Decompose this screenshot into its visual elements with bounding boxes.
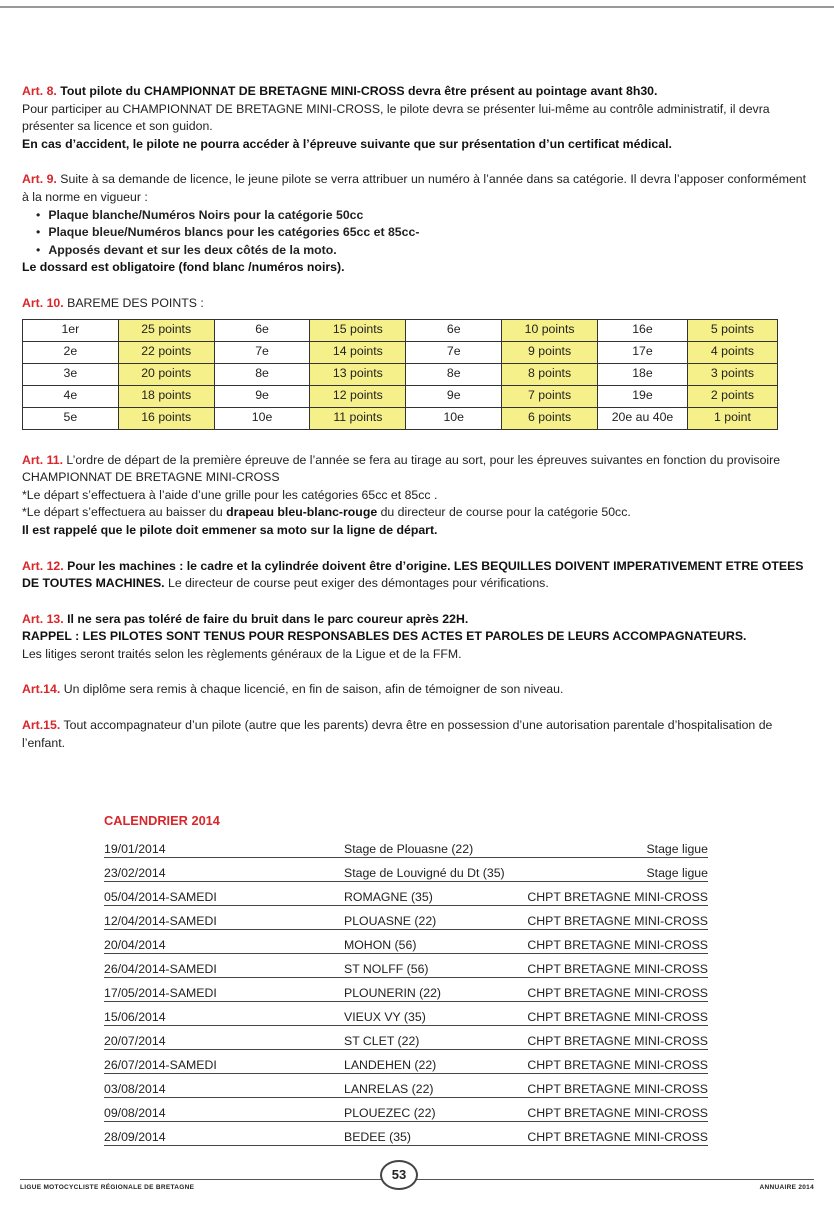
event-place: ROMAGNE (35)	[344, 890, 433, 904]
event-type: CHPT BRETAGNE MINI-CROSS	[527, 1106, 708, 1120]
article-label: Art.15.	[22, 718, 61, 733]
event-type: CHPT BRETAGNE MINI-CROSS	[527, 986, 708, 1000]
points-cell: 13 points	[310, 363, 406, 385]
article-bold-note: RAPPEL : LES PILOTES SONT TENUS POUR RESPONSABLES DES ACTES ET PAROLES DE LEURS ACCOMPAGNATEURS.	[22, 629, 747, 644]
calendar-row	[104, 930, 708, 954]
rank-cell: 18e	[598, 363, 688, 385]
article-text: Tout accompagnateur d’un pilote (autre que les parents) devra être en possession d’une autorisation parentale d’hospitalisation de l’enfant.	[22, 718, 773, 750]
event-place: Stage de Louvigné du Dt (35)	[344, 866, 505, 880]
event-place: LANDEHEN (22)	[344, 1058, 437, 1072]
points-cell: 16 points	[118, 407, 214, 429]
calendar-row	[104, 1122, 708, 1146]
event-type: CHPT BRETAGNE MINI-CROSS	[527, 1058, 708, 1072]
event-type: CHPT BRETAGNE MINI-CROSS	[527, 1082, 708, 1096]
article-text: Un diplôme sera remis à chaque licencié, en fin de saison, afin de témoigner de son niveau.	[60, 682, 564, 697]
rank-cell: 9e	[406, 385, 502, 407]
points-cell: 11 points	[310, 407, 406, 429]
points-cell: 2 points	[687, 385, 777, 407]
points-cell: 4 points	[687, 341, 777, 363]
event-type: Stage ligue	[646, 842, 708, 856]
rank-cell: 7e	[214, 341, 310, 363]
calendar-row	[104, 834, 708, 858]
calendar-row	[104, 906, 708, 930]
calendar-row	[104, 1050, 708, 1074]
rank-cell: 16e	[598, 319, 688, 341]
rank-cell: 2e	[23, 341, 119, 363]
event-type: CHPT BRETAGNE MINI-CROSS	[527, 1130, 708, 1144]
rank-cell: 8e	[406, 363, 502, 385]
calendar-row	[104, 1098, 708, 1122]
article-line: du directeur de course pour la catégorie 50cc.	[377, 505, 631, 520]
points-cell: 25 points	[118, 319, 214, 341]
calendar-row	[104, 1002, 708, 1026]
event-date: 26/07/2014-SAMEDI	[104, 1058, 217, 1072]
event-type: CHPT BRETAGNE MINI-CROSS	[527, 938, 708, 952]
event-place: MOHON (56)	[344, 938, 417, 952]
points-cell: 9 points	[502, 341, 598, 363]
event-date: 09/08/2014	[104, 1106, 166, 1120]
rank-cell: 19e	[598, 385, 688, 407]
points-cell: 20 points	[118, 363, 214, 385]
article-14	[22, 681, 814, 699]
article-12	[22, 558, 814, 593]
article-bold-note: Il ne sera pas toléré de faire du bruit dans le parc coureur après 22H.	[63, 611, 469, 626]
points-cell: 12 points	[310, 385, 406, 407]
event-type: CHPT BRETAGNE MINI-CROSS	[527, 1010, 708, 1024]
calendar-row	[104, 978, 708, 1002]
rank-cell: 6e	[214, 319, 310, 341]
article-text: Le directeur de course peut exiger des démontages pour vérifications.	[164, 576, 549, 591]
article-bold-note: Pour les machines : le cadre et la cylindrée doivent être d’origine. LES BEQUILLES DOIVENT IMPERATIVEMENT ETRE OTEES DE TOUTES MACHINES.	[22, 558, 804, 591]
article-title: Tout pilote du CHAMPIONNAT DE BRETAGNE MINI-CROSS devra être présent au pointage avant 8h30.	[56, 84, 658, 98]
article-11	[22, 452, 814, 540]
article-label: Art. 11.	[22, 452, 64, 467]
event-place: PLOUEZEC (22)	[344, 1106, 436, 1120]
article-label: Art. 13.	[22, 611, 64, 626]
article-line: *Le départ s’effectuera au baisser du	[22, 505, 227, 520]
points-cell: 1 point	[687, 407, 777, 429]
plate-rules-list	[22, 207, 814, 260]
rank-cell: 4e	[23, 385, 119, 407]
event-date: 03/08/2014	[104, 1082, 166, 1096]
rank-cell: 6e	[406, 319, 502, 341]
event-date: 05/04/2014-SAMEDI	[104, 890, 217, 904]
points-cell: 3 points	[687, 363, 777, 385]
list-item: • Apposés devant et sur les deux côtés de la moto.	[36, 242, 814, 260]
event-place: ST CLET (22)	[344, 1034, 420, 1048]
calendar-title: CALENDRIER 2014	[104, 813, 220, 828]
points-cell: 8 points	[502, 363, 598, 385]
calendar	[104, 813, 708, 1146]
top-rule	[0, 6, 834, 8]
article-text: Les litiges seront traités selon les règlements généraux de la Ligue et de la FFM.	[22, 646, 462, 661]
rank-cell: 9e	[214, 385, 310, 407]
list-item: • Plaque bleue/Numéros blancs pour les catégories 65cc et 85cc-	[36, 224, 814, 242]
table-row	[23, 407, 778, 429]
points-cell: 15 points	[310, 319, 406, 341]
rank-cell: 10e	[214, 407, 310, 429]
article-label: Art. 12.	[22, 558, 64, 573]
article-bold-note: En cas d’accident, le pilote ne pourra accéder à l’épreuve suivante que sur présentation d’un certificat médical.	[22, 136, 672, 151]
article-bold-note: Le dossard est obligatoire (fond blanc /numéros noirs).	[22, 260, 345, 275]
event-date: 15/06/2014	[104, 1010, 166, 1024]
points-cell: 22 points	[118, 341, 214, 363]
list-item: • Plaque blanche/Numéros Noirs pour la catégorie 50cc	[36, 207, 814, 225]
article-text: Pour participer au CHAMPIONNAT DE BRETAGNE MINI-CROSS, le pilote devra se présenter lui-même au contrôle administratif, il devra présenter sa licence et son guidon.	[22, 101, 770, 134]
article-15	[22, 717, 814, 752]
event-type: Stage ligue	[646, 866, 708, 880]
table-row	[23, 363, 778, 385]
article-text: Suite à sa demande de licence, le jeune pilote se verra attribuer un numéro à l’année dans sa catégorie. Il devra l’apposer conformément à la norme en vigueur :	[22, 172, 807, 204]
article-label: Art. 10.	[22, 295, 64, 310]
article-13	[22, 611, 814, 664]
event-type: CHPT BRETAGNE MINI-CROSS	[527, 890, 708, 904]
event-date: 23/02/2014	[104, 866, 166, 880]
event-date: 19/01/2014	[104, 842, 166, 856]
article-9	[22, 171, 814, 277]
rank-cell: 7e	[406, 341, 502, 363]
calendar-row	[104, 1074, 708, 1098]
points-table	[22, 319, 778, 430]
calendar-row	[104, 954, 708, 978]
event-date: 28/09/2014	[104, 1130, 166, 1144]
flag-text: drapeau bleu-blanc-rouge	[226, 505, 378, 520]
table-row	[23, 341, 778, 363]
rank-cell: 20e au 40e	[598, 407, 688, 429]
rules-body	[22, 83, 814, 752]
event-type: CHPT BRETAGNE MINI-CROSS	[527, 914, 708, 928]
calendar-row	[104, 882, 708, 906]
event-place: PLOUNERIN (22)	[344, 986, 442, 1000]
article-text: BAREME DES POINTS :	[63, 295, 204, 310]
article-8	[22, 83, 814, 153]
event-type: CHPT BRETAGNE MINI-CROSS	[527, 1034, 708, 1048]
points-cell: 5 points	[687, 319, 777, 341]
event-date: 12/04/2014-SAMEDI	[104, 914, 217, 928]
rank-cell: 5e	[23, 407, 119, 429]
rank-cell: 10e	[406, 407, 502, 429]
event-date: 20/04/2014	[104, 938, 166, 952]
event-place: ST NOLFF (56)	[344, 962, 429, 976]
event-type: CHPT BRETAGNE MINI-CROSS	[527, 962, 708, 976]
article-label: Art. 8.	[22, 84, 57, 98]
table-row	[23, 319, 778, 341]
rank-cell: 17e	[598, 341, 688, 363]
event-place: BEDEE (35)	[344, 1130, 411, 1144]
event-place: VIEUX VY (35)	[344, 1010, 426, 1024]
footer-league-name: LIGUE MOTOCYCLISTE RÉGIONALE DE BRETAGNE	[20, 1184, 195, 1191]
points-cell: 7 points	[502, 385, 598, 407]
rank-cell: 8e	[214, 363, 310, 385]
points-cell: 18 points	[118, 385, 214, 407]
event-date: 20/07/2014	[104, 1034, 166, 1048]
points-cell: 6 points	[502, 407, 598, 429]
article-line: *Le départ s’effectuera à l’aide d’une grille pour les catégories 65cc et 85cc .	[22, 487, 438, 502]
points-cell: 10 points	[502, 319, 598, 341]
footer-yearbook: ANNUAIRE 2014	[759, 1184, 814, 1191]
calendar-row	[104, 1026, 708, 1050]
event-place: LANRELAS (22)	[344, 1082, 434, 1096]
article-bold-note: Il est rappelé que le pilote doit emmener sa moto sur la ligne de départ.	[22, 522, 438, 537]
rank-cell: 1er	[23, 319, 119, 341]
article-label: Art.14.	[22, 682, 61, 697]
event-place: Stage de Plouasne (22)	[344, 842, 474, 856]
calendar-row	[104, 858, 708, 882]
article-10	[22, 295, 814, 430]
article-text: L’ordre de départ de la première épreuve de l’année se fera au tirage au sort, pour les épreuves suivantes en fonction du provisoire CHAMPIONNAT DE BRETAGNE MINI-CROSS	[22, 452, 781, 485]
event-place: PLOUASNE (22)	[344, 914, 437, 928]
article-label: Art. 9.	[22, 172, 57, 187]
event-date: 17/05/2014-SAMEDI	[104, 986, 217, 1000]
page-footer	[20, 1167, 814, 1200]
table-row	[23, 385, 778, 407]
event-date: 26/04/2014-SAMEDI	[104, 962, 217, 976]
points-cell: 14 points	[310, 341, 406, 363]
rank-cell: 3e	[23, 363, 119, 385]
page-number: 53	[380, 1160, 418, 1190]
